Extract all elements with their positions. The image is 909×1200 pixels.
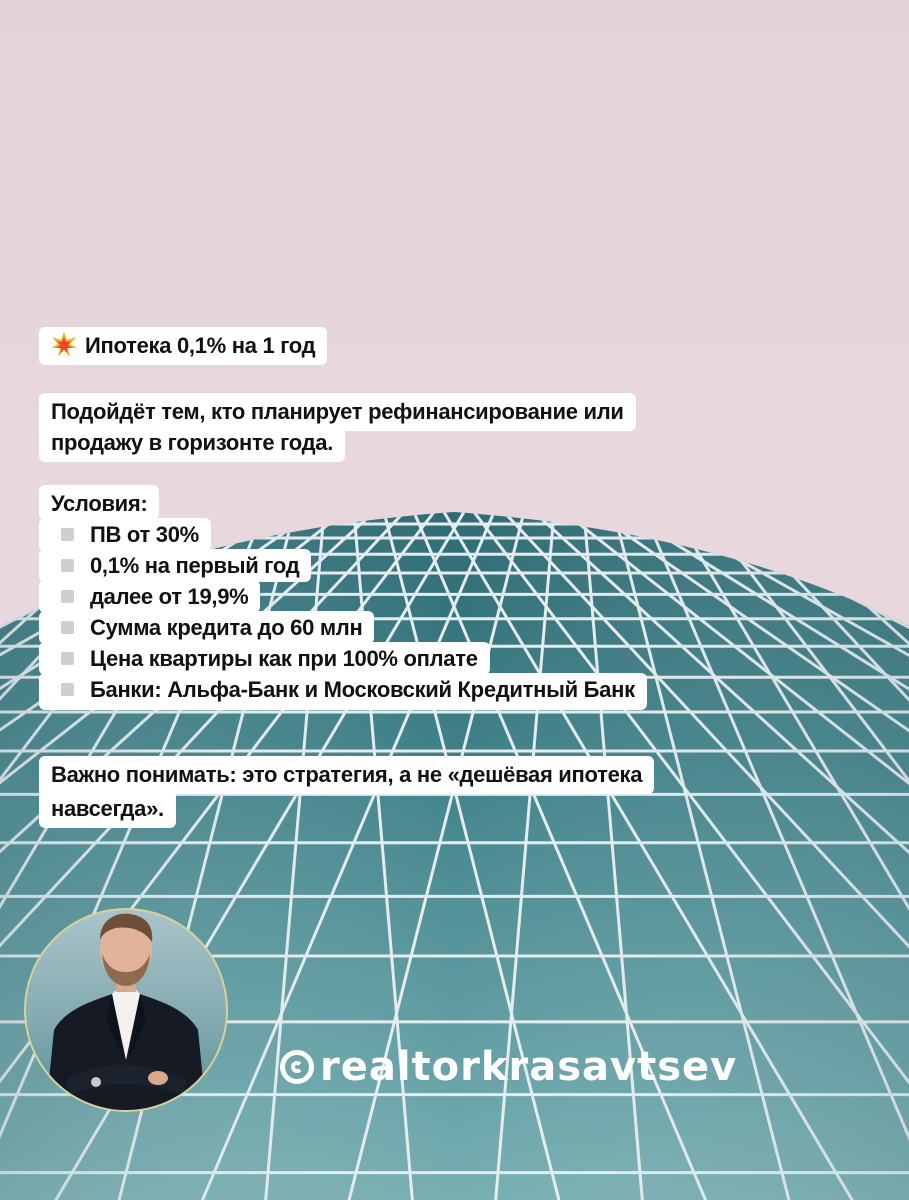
condition-item bbox=[39, 518, 211, 551]
condition-item bbox=[39, 580, 260, 613]
conditions-heading-text: Условия: bbox=[51, 491, 148, 516]
at-sign-icon bbox=[280, 1050, 314, 1084]
conditions-heading bbox=[39, 485, 159, 520]
condition-text: Цена квартиры как при 100% оплате bbox=[90, 646, 478, 671]
checkbox-icon bbox=[61, 621, 74, 634]
intro-text-2: продажу в горизонте года. bbox=[51, 430, 334, 455]
note-text-2: навсегда». bbox=[51, 796, 164, 821]
post-title: Ипотека 0,1% на 1 год bbox=[85, 333, 316, 358]
author-photo bbox=[26, 910, 226, 1110]
condition-text: Сумма кредита до 60 млн bbox=[90, 615, 363, 640]
collision-icon bbox=[51, 332, 77, 358]
condition-text: ПВ от 30% bbox=[90, 522, 199, 547]
checkbox-icon bbox=[61, 559, 74, 572]
note-line-2 bbox=[39, 790, 176, 828]
condition-item bbox=[39, 611, 374, 644]
intro-text-1: Подойдёт тем, кто планирует рефинансирование или bbox=[51, 399, 624, 424]
condition-text: далее от 19,9% bbox=[90, 584, 249, 609]
intro-line-2 bbox=[39, 424, 345, 462]
note-text-1: Важно понимать: это стратегия, а не «дешёвая ипотека bbox=[51, 762, 643, 787]
checkbox-icon bbox=[61, 683, 74, 696]
note-line-1 bbox=[39, 756, 654, 794]
checkbox-icon bbox=[61, 590, 74, 603]
author-handle[interactable] bbox=[280, 1044, 737, 1090]
condition-item bbox=[39, 673, 647, 710]
condition-item bbox=[39, 549, 311, 582]
checkbox-icon bbox=[61, 652, 74, 665]
title-chip bbox=[39, 327, 327, 365]
condition-text: 0,1% на первый год bbox=[90, 553, 300, 578]
author-avatar[interactable] bbox=[24, 908, 228, 1112]
checkbox-icon bbox=[61, 528, 74, 541]
condition-item bbox=[39, 642, 490, 675]
author-handle-text: realtorkrasavtsev bbox=[320, 1044, 738, 1090]
condition-text: Банки: Альфа-Банк и Московский Кредитный Банк bbox=[90, 677, 635, 702]
